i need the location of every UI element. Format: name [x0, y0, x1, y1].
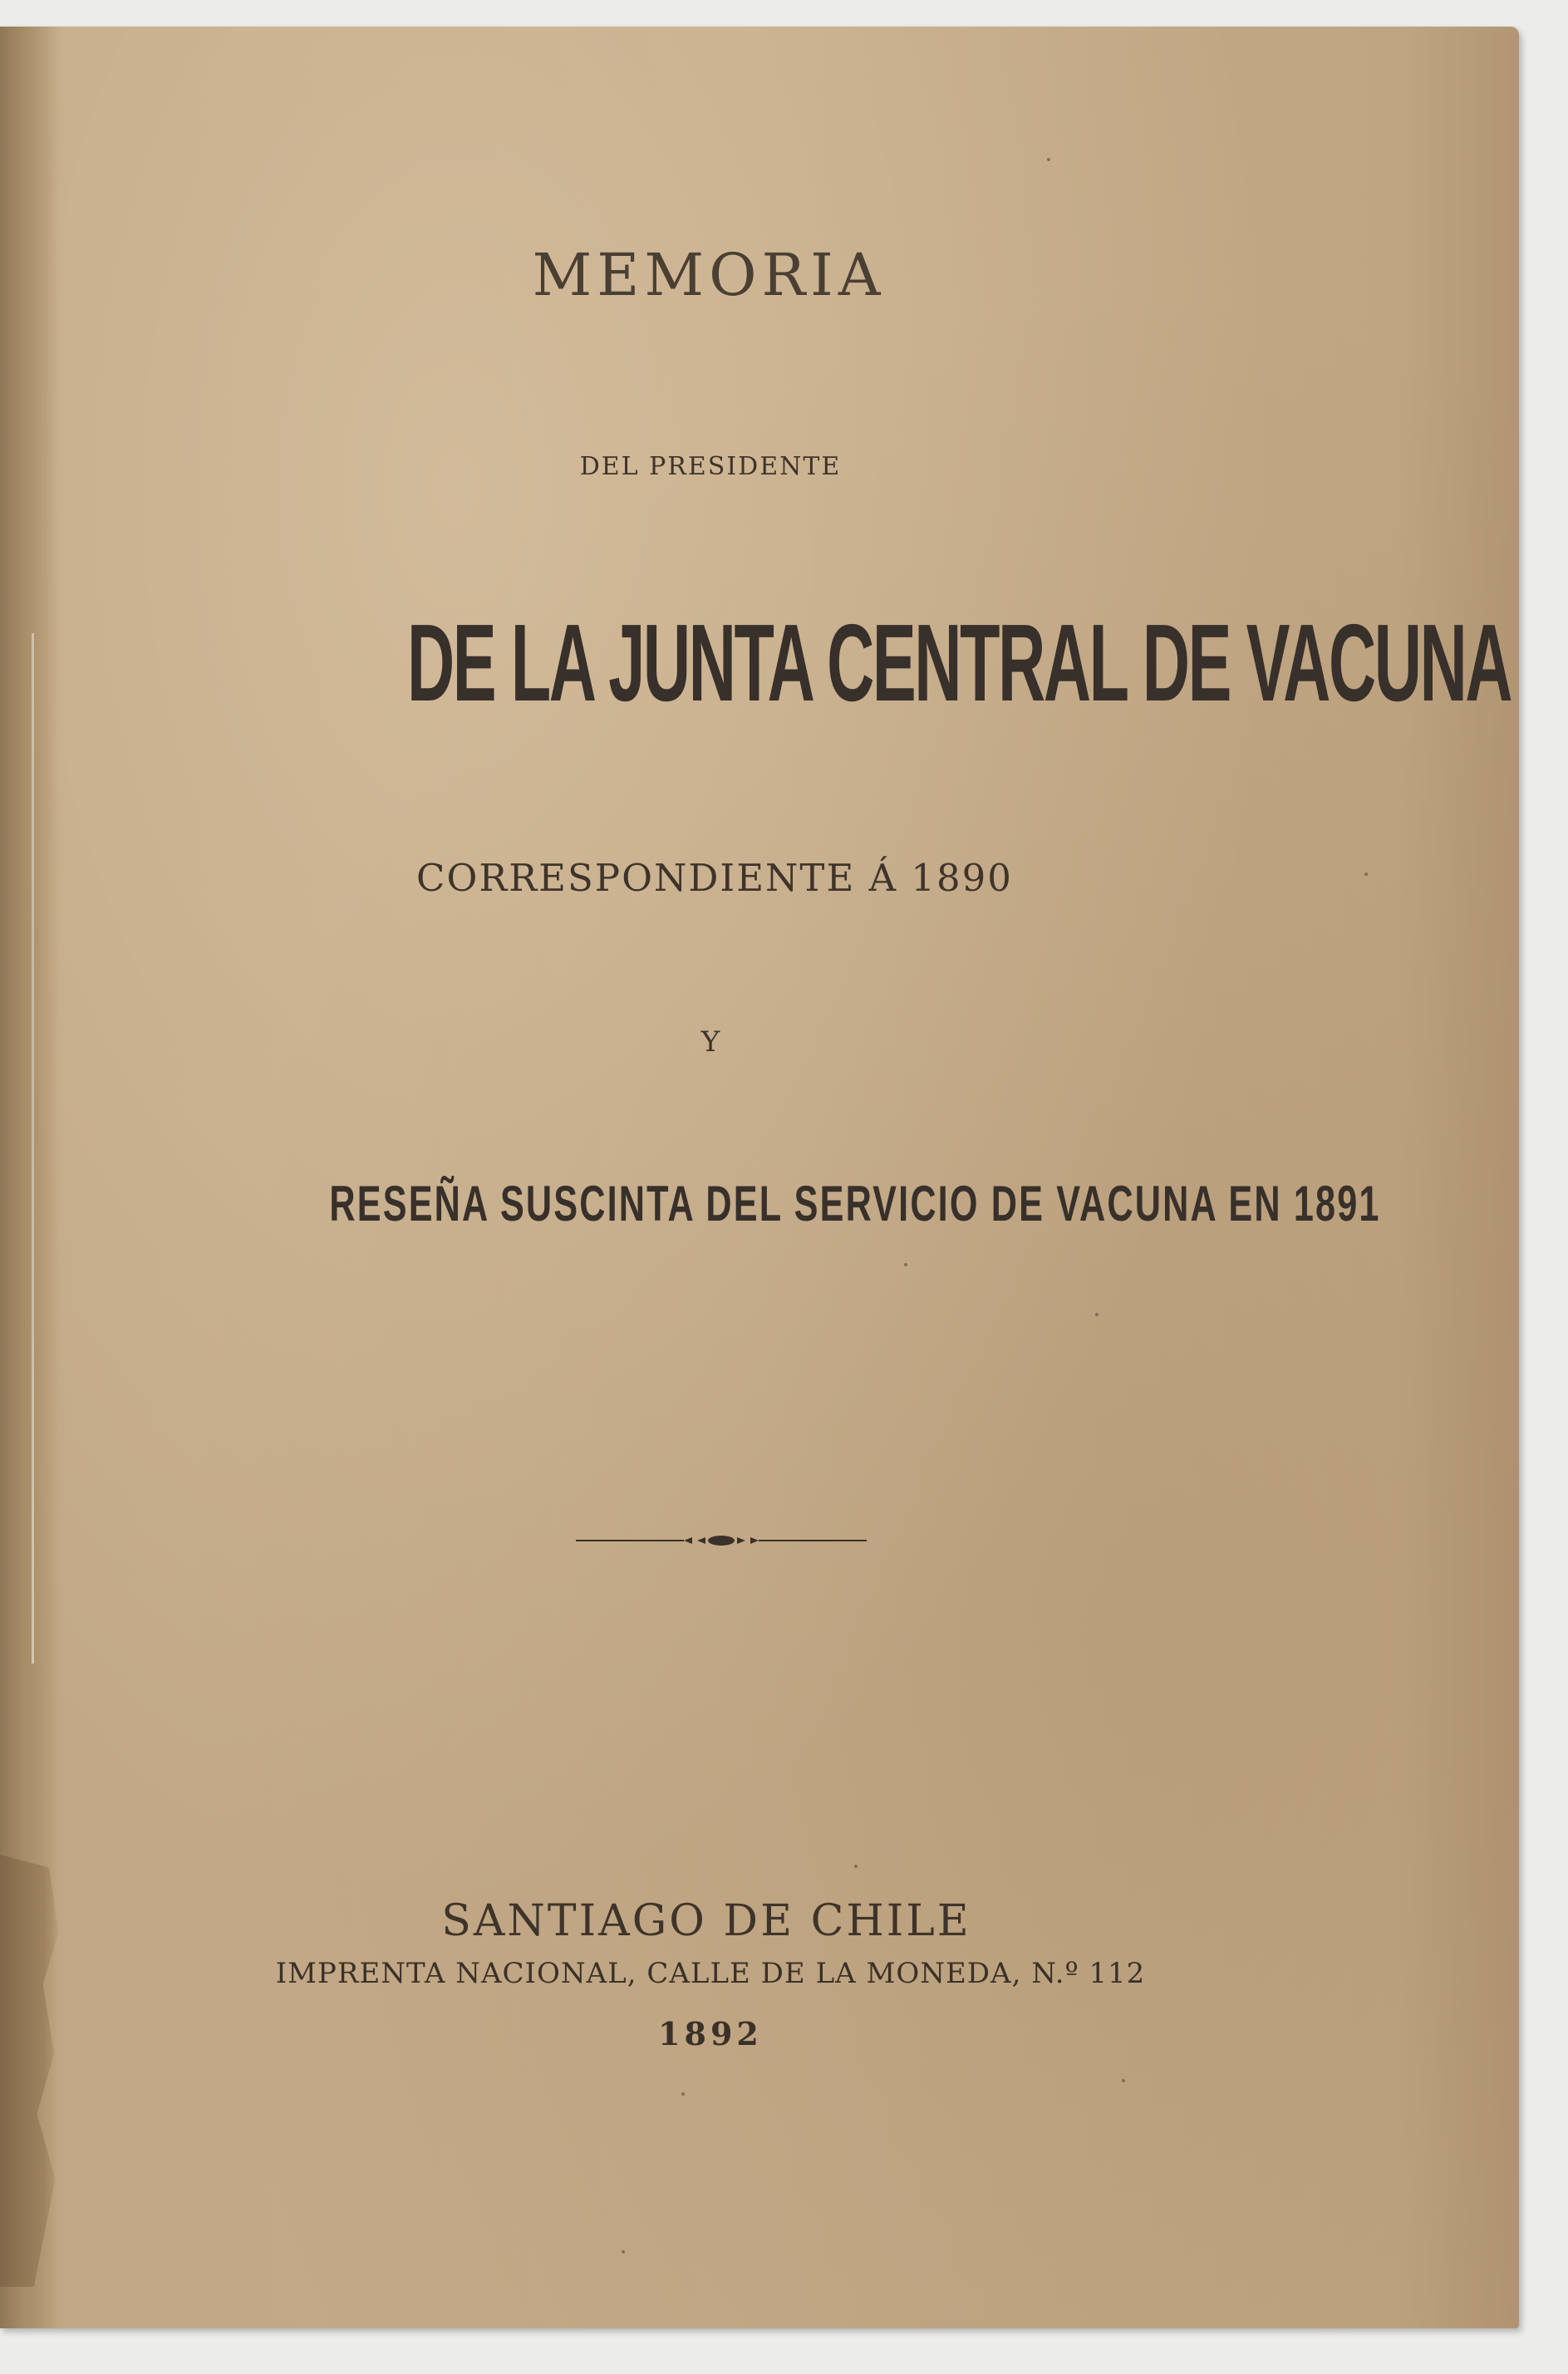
paper-speck	[854, 1865, 858, 1868]
secondary-heading: RESEÑA SUSCINTA DEL SERVICIO DE VACUNA EN 1891	[329, 1176, 1381, 1231]
publication-year: 1892	[658, 2015, 763, 2052]
document-title: MEMORIA	[532, 241, 886, 309]
paper-speck	[1122, 2079, 1125, 2082]
title-page	[0, 27, 1519, 2328]
printer-line: IMPRENTA NACIONAL, CALLE DE LA MONEDA, N.º 112	[275, 1957, 1146, 1990]
ornamental-rule	[576, 1531, 867, 1551]
conjunction: Y	[700, 1025, 720, 1059]
main-heading: DE LA JUNTA CENTRAL DE VACUNA	[407, 602, 1511, 724]
binding-stitch	[32, 633, 34, 1664]
period-line: CORRESPONDIENTE Á 1890	[416, 856, 1013, 900]
paper-speck	[1364, 872, 1368, 876]
paper-speck	[1095, 1313, 1099, 1316]
paper-speck	[681, 2092, 685, 2096]
paper-speck	[622, 2250, 625, 2254]
publication-place: SANTIAGO DE CHILE	[441, 1896, 971, 1946]
paper-speck	[1047, 158, 1050, 161]
paper-speck	[904, 1263, 907, 1266]
document-subtitle: DEL PRESIDENTE	[579, 452, 842, 481]
